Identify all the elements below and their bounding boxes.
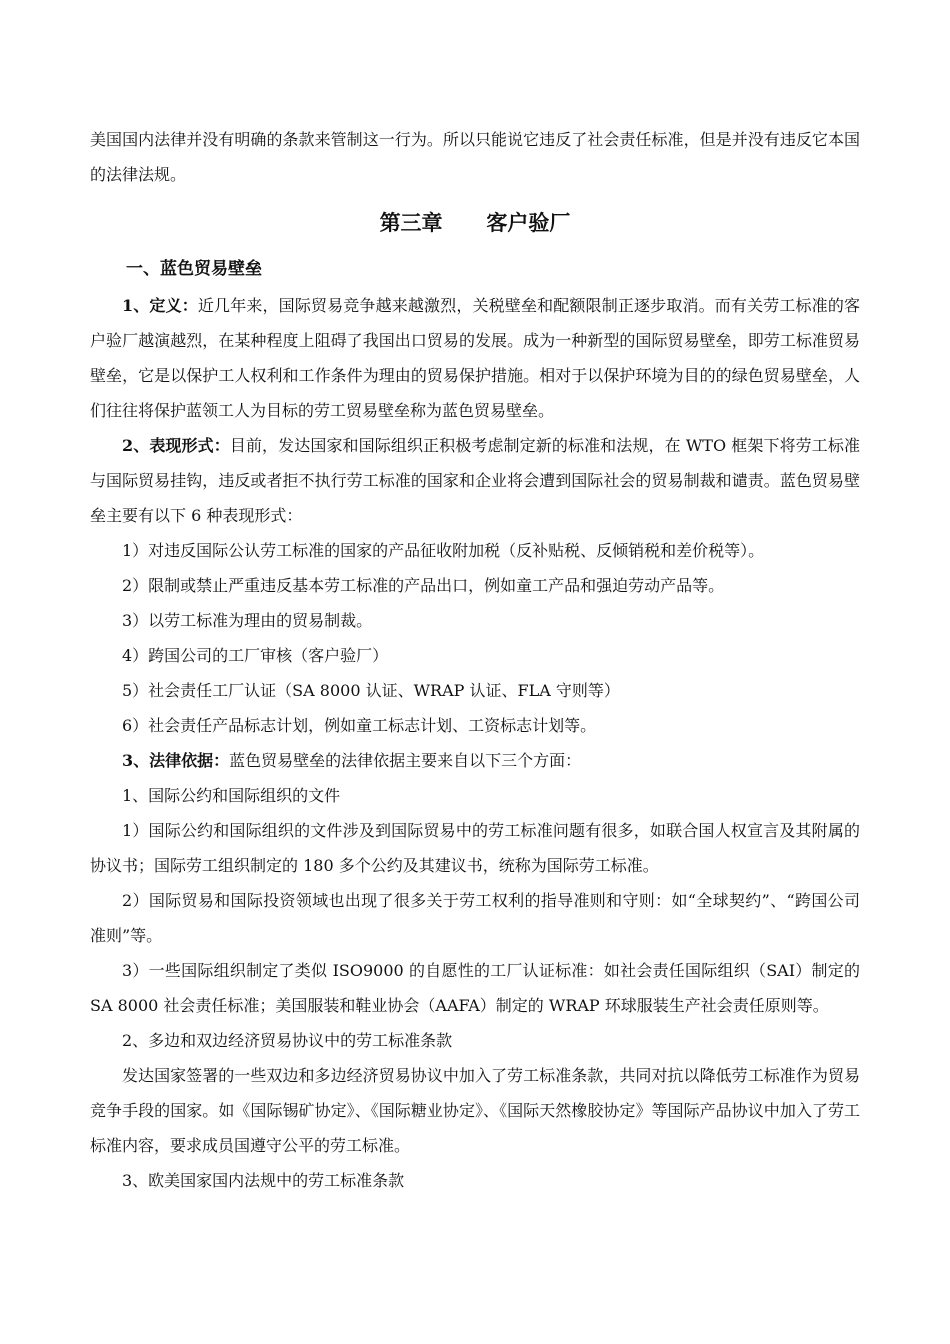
section-title: 一、蓝色贸易壁垒 [126,259,262,279]
legal-text: 蓝色贸易壁垒的法律依据主要来自以下三个方面： [229,751,582,770]
forms-item: 6）社会责任产品标志计划，例如童工标志计划、工资标志计划等。 [122,716,597,735]
legal-item: 1）国际公约和国际组织的文件涉及到国际贸易中的劳工标准问题有很多，如联合国人权宣言及其附属的协议书；国际劳工组织制定的 180 多个公约及其建议书，统称为国际劳工标准。 [90,821,860,875]
definition-text: 近几年来，国际贸易竞争越来越激烈，关税壁垒和配额限制正逐步取消。而有关劳工标准的客户验厂越演越烈，在某种程度上阻碍了我国出口贸易的发展。成为一种新型的国际贸易壁垒，即劳工标准贸易壁垒，它是以保护工人权利和工作条件为理由的贸易保护措施。相对于以保护环境为目的的绿色贸易壁垒，人们往往将保护蓝领工人为目标的劳工贸易壁垒称为蓝色贸易壁垒。 [90,296,860,420]
legal-paragraph [90,743,860,778]
forms-paragraph [90,428,860,533]
chapter-title: 第三章 客户验厂 [379,210,571,235]
legal-item: 1、国际公约和国际组织的文件 [122,786,341,805]
forms-item: 1）对违反国际公认劳工标准的国家的产品征收附加税（反补贴税、反倾销税和差价税等）。 [122,541,765,560]
forms-text: 目前，发达国家和国际组织正积极考虑制定新的标准和法规，在 WTO 框架下将劳工标准与国际贸易挂钩，违反或者拒不执行劳工标准的国家和企业将会遭到国际社会的贸易制裁和谴责。蓝色贸易壁垒主要有以下 6 种表现形式： [90,436,860,525]
forms-label: 2、表现形式： [122,436,230,455]
intro-paragraph: 美国国内法律并没有明确的条款来管制这一行为。所以只能说它违反了社会责任标准，但是并没有违反它本国的法律法规。 [90,130,860,184]
forms-item: 4）跨国公司的工厂审核（客户验厂） [122,646,389,665]
legal-item: 发达国家签署的一些双边和多边经济贸易协议中加入了劳工标准条款，共同对抗以降低劳工标准作为贸易竞争手段的国家。如《国际锡矿协定》、《国际糖业协定》、《国际天然橡胶协定》等国际产品协议中加入了劳工标准内容，要求成员国遵守公平的劳工标准。 [90,1066,860,1155]
legal-item: 3、欧美国家国内法规中的劳工标准条款 [122,1171,405,1190]
definition-label: 1、定义： [122,296,198,315]
forms-item: 5）社会责任工厂认证（SA 8000 认证、WRAP 认证、FLA 守则等） [122,681,620,700]
definition-paragraph [90,288,860,428]
legal-label: 3、法律依据： [122,751,230,770]
forms-item: 3）以劳工标准为理由的贸易制裁。 [122,611,373,630]
legal-item: 2）国际贸易和国际投资领域也出现了很多关于劳工权利的指导准则和守则：如“全球契约”、“跨国公司准则”等。 [90,891,860,945]
legal-item: 2、多边和双边经济贸易协议中的劳工标准条款 [122,1031,453,1050]
legal-item: 3）一些国际组织制定了类似 ISO9000 的自愿性的工厂认证标准：如社会责任国际组织（SAI）制定的 SA 8000 社会责任标准；美国服装和鞋业协会（AAFA）制定的 WRAP 环球服装生产社会责任原则等。 [90,961,860,1015]
forms-item: 2）限制或禁止严重违反基本劳工标准的产品出口，例如童工产品和强迫劳动产品等。 [122,576,725,595]
